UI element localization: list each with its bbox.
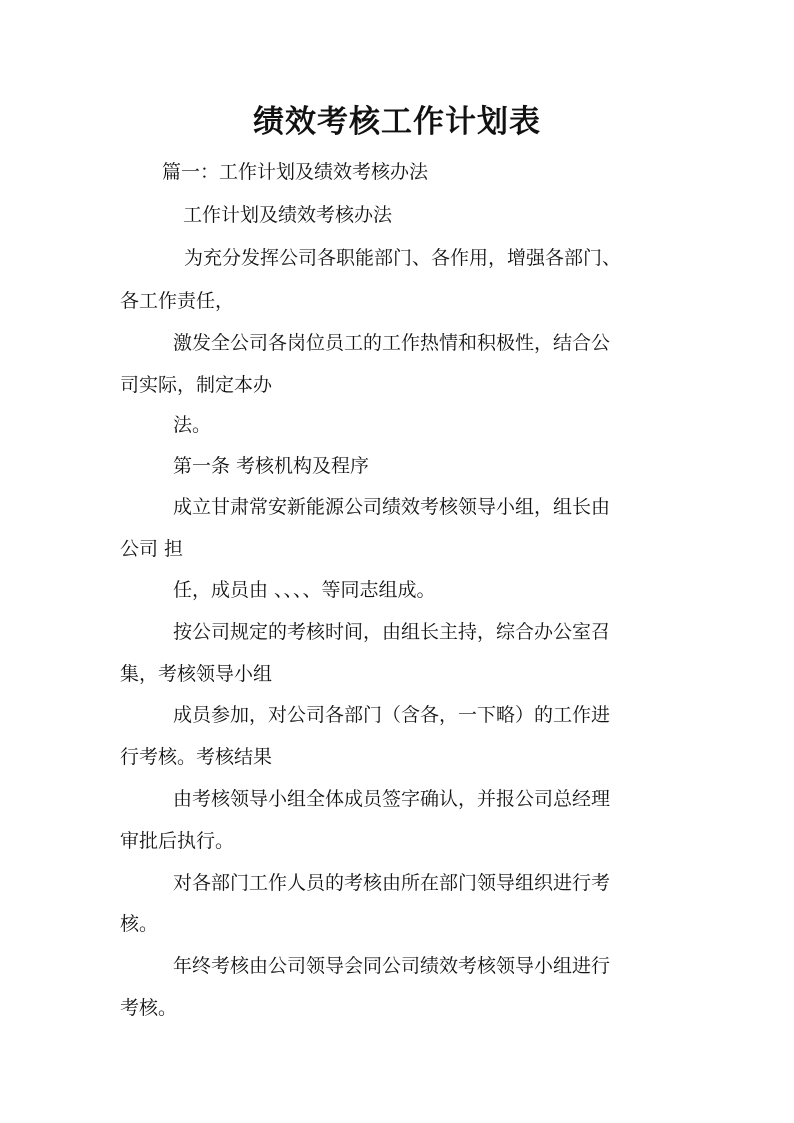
paragraph-line: 司实际，制定本办: [120, 374, 273, 396]
paragraph-line: 按公司规定的考核时间，由组长主持，综合办公室召: [173, 621, 611, 643]
paragraph-line: 成立甘肃常安新能源公司绩效考核领导小组，组长由: [173, 496, 611, 518]
paragraph-line: 任，成员由 、、、、等同志组成。: [173, 579, 436, 601]
section-title: 工作计划及绩效考核办法: [183, 204, 393, 226]
paragraph-line: 年终考核由公司领导会同公司绩效考核领导小组进行: [173, 955, 611, 977]
paragraph-line: 成员参加，对公司各部门（含各，一下略）的工作进: [173, 704, 611, 726]
paragraph-line: 由考核领导小组全体成员签字确认，并报公司总经理: [173, 788, 611, 810]
paragraph-line: 各工作责任，: [120, 290, 235, 312]
paragraph-line: 行考核。考核结果: [120, 746, 273, 768]
paragraph-line: 集，考核领导小组: [120, 663, 273, 685]
article-heading: 第一条 考核机构及程序: [173, 455, 370, 477]
page-title: 绩效考核工作计划表: [253, 104, 541, 140]
paragraph-line: 对各部门工作人员的考核由所在部门领导组织进行考: [173, 872, 611, 894]
paragraph-line: 法。: [173, 414, 212, 436]
paragraph-line: 审批后执行。: [120, 830, 235, 852]
paragraph-line: 激发全公司各岗位员工的工作热情和积极性，结合公: [173, 332, 611, 354]
paragraph-line: 公司 担: [120, 538, 184, 560]
paragraph-line: 考核。: [120, 997, 178, 1019]
paragraph-line: 核。: [120, 913, 159, 935]
paragraph-line: 为充分发挥公司各职能部门、各作用，增强各部门、: [184, 247, 622, 269]
chapter-heading: 篇一：工作计划及绩效考核办法: [162, 161, 429, 183]
